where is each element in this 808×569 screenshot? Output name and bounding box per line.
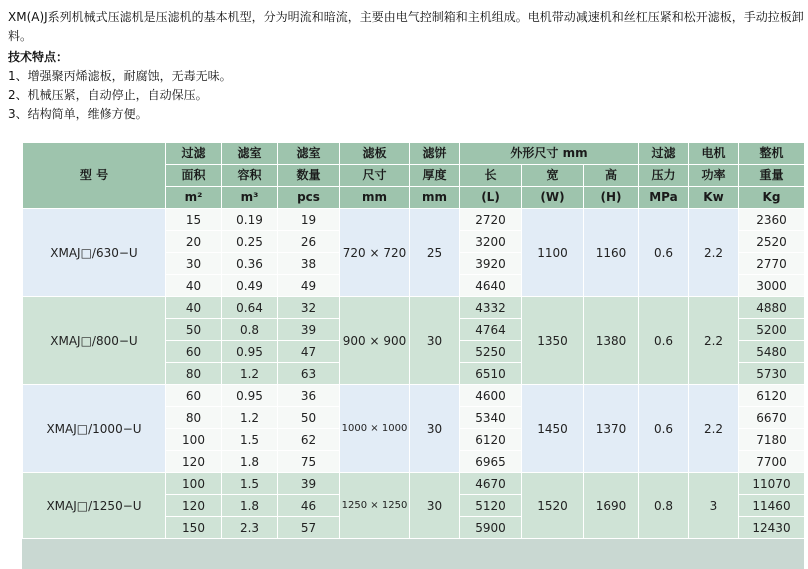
count-cell: 39 bbox=[278, 473, 340, 495]
height-cell: 1160 bbox=[584, 209, 639, 297]
count-cell: 47 bbox=[278, 341, 340, 363]
area-cell: 100 bbox=[166, 429, 222, 451]
length-cell: 6120 bbox=[460, 429, 522, 451]
volume-cell: 0.36 bbox=[222, 253, 278, 275]
volume-cell: 0.19 bbox=[222, 209, 278, 231]
length-cell: 5340 bbox=[460, 407, 522, 429]
weight-cell: 6670 bbox=[739, 407, 805, 429]
header-plate-2: 尺寸 bbox=[340, 165, 410, 187]
header-length-1: 长 bbox=[460, 165, 522, 187]
plate-cell: 1000 × 1000 bbox=[340, 385, 410, 473]
weight-cell: 7700 bbox=[739, 451, 805, 473]
length-cell: 6510 bbox=[460, 363, 522, 385]
header-width-1: 宽 bbox=[522, 165, 584, 187]
width-cell: 1450 bbox=[522, 385, 584, 473]
weight-cell: 11070 bbox=[739, 473, 805, 495]
header-dims-title: 外形尺寸 mm bbox=[460, 143, 639, 165]
plate-cell: 720 × 720 bbox=[340, 209, 410, 297]
length-cell: 5120 bbox=[460, 495, 522, 517]
header-cake-unit: mm bbox=[410, 187, 460, 209]
pressure-cell: 0.8 bbox=[639, 473, 689, 539]
count-cell: 62 bbox=[278, 429, 340, 451]
header-power-2: 功率 bbox=[689, 165, 739, 187]
count-cell: 19 bbox=[278, 209, 340, 231]
header-count-1: 滤室 bbox=[278, 143, 340, 165]
count-cell: 63 bbox=[278, 363, 340, 385]
table-header bbox=[23, 143, 805, 209]
table-body bbox=[23, 209, 805, 539]
plate-cell: 1250 × 1250 bbox=[340, 473, 410, 539]
header-pressure-1: 过滤 bbox=[639, 143, 689, 165]
area-cell: 120 bbox=[166, 451, 222, 473]
header-cake-1: 滤饼 bbox=[410, 143, 460, 165]
volume-cell: 1.5 bbox=[222, 429, 278, 451]
length-cell: 5900 bbox=[460, 517, 522, 539]
length-cell: 6965 bbox=[460, 451, 522, 473]
model-cell: XMAJ□/630−U bbox=[23, 209, 166, 297]
model-cell: XMAJ□/1000−U bbox=[23, 385, 166, 473]
volume-cell: 1.2 bbox=[222, 363, 278, 385]
count-cell: 46 bbox=[278, 495, 340, 517]
length-cell: 3200 bbox=[460, 231, 522, 253]
area-cell: 100 bbox=[166, 473, 222, 495]
weight-cell: 5200 bbox=[739, 319, 805, 341]
header-pressure-2: 压力 bbox=[639, 165, 689, 187]
header-height-2: (H) bbox=[584, 187, 639, 209]
header-power-unit: Kw bbox=[689, 187, 739, 209]
count-cell: 36 bbox=[278, 385, 340, 407]
volume-cell: 1.2 bbox=[222, 407, 278, 429]
spec-table-container bbox=[22, 142, 804, 569]
header-weight-unit: Kg bbox=[739, 187, 805, 209]
features-title: 技术特点： bbox=[8, 50, 69, 64]
area-cell: 40 bbox=[166, 297, 222, 319]
volume-cell: 0.49 bbox=[222, 275, 278, 297]
pressure-cell: 0.6 bbox=[639, 209, 689, 297]
table-row bbox=[23, 473, 805, 495]
header-area-unit: m² bbox=[166, 187, 222, 209]
header-plate-1: 滤板 bbox=[340, 143, 410, 165]
volume-cell: 1.8 bbox=[222, 451, 278, 473]
length-cell: 2720 bbox=[460, 209, 522, 231]
feature-item-2: 2、机械压紧，自动停止，自动保压。 bbox=[8, 88, 208, 102]
model-cell: XMAJ□/800−U bbox=[23, 297, 166, 385]
count-cell: 49 bbox=[278, 275, 340, 297]
intro-description: XM(A)J系列机械式压滤机是压滤机的基本机型，分为明流和暗流，主要由电气控制箱和主机组成。电机带动减速机和丝杠压紧和松开滤板，手动拉板卸料。 bbox=[8, 10, 804, 43]
power-cell: 2.2 bbox=[689, 385, 739, 473]
cake-cell: 30 bbox=[410, 297, 460, 385]
cake-cell: 25 bbox=[410, 209, 460, 297]
weight-cell: 5480 bbox=[739, 341, 805, 363]
table-row bbox=[23, 385, 805, 407]
area-cell: 150 bbox=[166, 517, 222, 539]
header-length-2: (L) bbox=[460, 187, 522, 209]
header-weight-2: 重量 bbox=[739, 165, 805, 187]
area-cell: 80 bbox=[166, 407, 222, 429]
feature-item-3: 3、结构简单，维修方便。 bbox=[8, 107, 148, 121]
width-cell: 1100 bbox=[522, 209, 584, 297]
power-cell: 2.2 bbox=[689, 297, 739, 385]
length-cell: 4600 bbox=[460, 385, 522, 407]
header-plate-unit: mm bbox=[340, 187, 410, 209]
length-cell: 4764 bbox=[460, 319, 522, 341]
header-area-2: 面积 bbox=[166, 165, 222, 187]
length-cell: 4670 bbox=[460, 473, 522, 495]
area-cell: 60 bbox=[166, 385, 222, 407]
header-count-unit: pcs bbox=[278, 187, 340, 209]
header-height-1: 高 bbox=[584, 165, 639, 187]
power-cell: 3 bbox=[689, 473, 739, 539]
height-cell: 1370 bbox=[584, 385, 639, 473]
weight-cell: 2770 bbox=[739, 253, 805, 275]
count-cell: 32 bbox=[278, 297, 340, 319]
width-cell: 1350 bbox=[522, 297, 584, 385]
header-volume-1: 滤室 bbox=[222, 143, 278, 165]
weight-cell: 6120 bbox=[739, 385, 805, 407]
header-volume-2: 容积 bbox=[222, 165, 278, 187]
area-cell: 50 bbox=[166, 319, 222, 341]
volume-cell: 1.5 bbox=[222, 473, 278, 495]
weight-cell: 2360 bbox=[739, 209, 805, 231]
weight-cell: 4880 bbox=[739, 297, 805, 319]
cake-cell: 30 bbox=[410, 385, 460, 473]
pressure-cell: 0.6 bbox=[639, 385, 689, 473]
area-cell: 20 bbox=[166, 231, 222, 253]
pressure-cell: 0.6 bbox=[639, 297, 689, 385]
feature-item-1: 1、增强聚丙烯滤板，耐腐蚀，无毒无味。 bbox=[8, 69, 232, 83]
header-pressure-unit: MPa bbox=[639, 187, 689, 209]
length-cell: 4332 bbox=[460, 297, 522, 319]
header-weight-1: 整机 bbox=[739, 143, 805, 165]
count-cell: 26 bbox=[278, 231, 340, 253]
header-width-2: (W) bbox=[522, 187, 584, 209]
volume-cell: 0.95 bbox=[222, 341, 278, 363]
count-cell: 75 bbox=[278, 451, 340, 473]
volume-cell: 0.64 bbox=[222, 297, 278, 319]
area-cell: 60 bbox=[166, 341, 222, 363]
count-cell: 50 bbox=[278, 407, 340, 429]
power-cell: 2.2 bbox=[689, 209, 739, 297]
plate-cell: 900 × 900 bbox=[340, 297, 410, 385]
volume-cell: 0.25 bbox=[222, 231, 278, 253]
weight-cell: 7180 bbox=[739, 429, 805, 451]
intro-text bbox=[8, 8, 804, 124]
area-cell: 30 bbox=[166, 253, 222, 275]
area-cell: 120 bbox=[166, 495, 222, 517]
header-model: 型 号 bbox=[23, 143, 166, 209]
cake-cell: 30 bbox=[410, 473, 460, 539]
header-cake-2: 厚度 bbox=[410, 165, 460, 187]
weight-cell: 11460 bbox=[739, 495, 805, 517]
volume-cell: 1.8 bbox=[222, 495, 278, 517]
count-cell: 39 bbox=[278, 319, 340, 341]
header-count-2: 数量 bbox=[278, 165, 340, 187]
volume-cell: 0.8 bbox=[222, 319, 278, 341]
header-power-1: 电机 bbox=[689, 143, 739, 165]
model-cell: XMAJ□/1250−U bbox=[23, 473, 166, 539]
area-cell: 80 bbox=[166, 363, 222, 385]
table-row bbox=[23, 209, 805, 231]
volume-cell: 0.95 bbox=[222, 385, 278, 407]
volume-cell: 2.3 bbox=[222, 517, 278, 539]
length-cell: 4640 bbox=[460, 275, 522, 297]
weight-cell: 3000 bbox=[739, 275, 805, 297]
area-cell: 15 bbox=[166, 209, 222, 231]
header-area-1: 过滤 bbox=[166, 143, 222, 165]
height-cell: 1380 bbox=[584, 297, 639, 385]
spec-table bbox=[22, 142, 805, 539]
height-cell: 1690 bbox=[584, 473, 639, 539]
length-cell: 5250 bbox=[460, 341, 522, 363]
weight-cell: 5730 bbox=[739, 363, 805, 385]
length-cell: 3920 bbox=[460, 253, 522, 275]
header-volume-unit: m³ bbox=[222, 187, 278, 209]
count-cell: 38 bbox=[278, 253, 340, 275]
weight-cell: 12430 bbox=[739, 517, 805, 539]
weight-cell: 2520 bbox=[739, 231, 805, 253]
area-cell: 40 bbox=[166, 275, 222, 297]
width-cell: 1520 bbox=[522, 473, 584, 539]
table-row bbox=[23, 297, 805, 319]
count-cell: 57 bbox=[278, 517, 340, 539]
